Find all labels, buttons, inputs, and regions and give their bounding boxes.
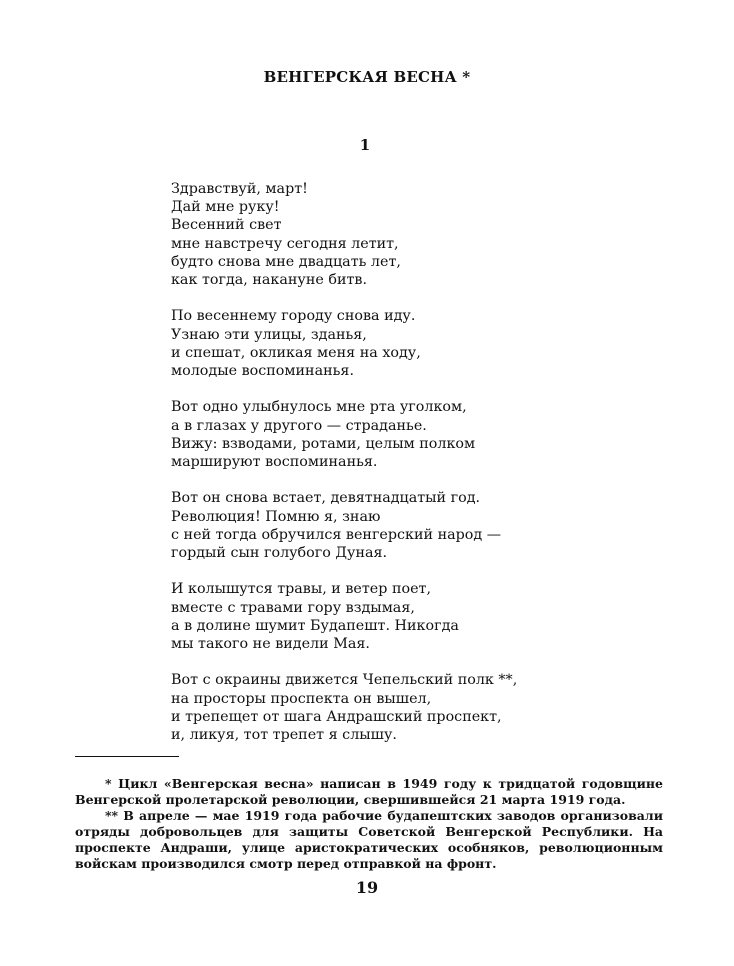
- poem-line: вместе с травами гору вздымая,: [171, 599, 415, 616]
- poem-line: Вот он снова встает, девятнадцатый год.: [171, 490, 481, 507]
- poem-line: молодые воспоминанья.: [171, 363, 354, 380]
- poem-line: маршируют воспоминанья.: [171, 454, 378, 471]
- poem-line: гордый сын голубого Дуная.: [171, 545, 388, 562]
- stanza: [171, 180, 601, 289]
- page-title: ВЕНГЕРСКАЯ ВЕСНА *: [263, 68, 471, 86]
- poem-line: на просторы проспекта он вышел,: [171, 690, 432, 707]
- poem-line: мы такого не видели Мая.: [171, 636, 370, 653]
- poem-line: и трепещет от шага Андрашский проспект,: [171, 708, 502, 725]
- poem-line: с ней тогда обручился венгерский народ —: [171, 526, 502, 543]
- footnote: * Цикл «Венгерская весна» написан в 1949 году к тридцатой годовщине Венгерской пролетарской революции, свершившейся 21 марта 1919 года.: [75, 776, 663, 807]
- page-number: 19: [355, 878, 379, 897]
- footnotes: [75, 776, 663, 872]
- stanza: [171, 671, 601, 744]
- footnote: ** В апреле — мае 1919 года рабочие будапештских заводов организовали отряды добровольцев для защиты Советской Венгерской Республики. На проспекте Андраши, улице аристократических особняков, революционным войскам производился смотр перед отправкой на фронт.: [75, 808, 663, 871]
- poem-line: а в долине шумит Будапешт. Никогда: [171, 617, 459, 634]
- stanza: [171, 398, 601, 471]
- poem-line: и спешат, окликая меня на ходу,: [171, 344, 421, 361]
- poem-line: Весенний свет: [171, 217, 282, 234]
- poem: [171, 180, 601, 762]
- poem-line: будто снова мне двадцать лет,: [171, 253, 401, 270]
- poem-line: Вижу: взводами, ротами, целым полком: [171, 435, 476, 452]
- section-number: 1: [359, 136, 371, 154]
- poem-line: Вот одно улыбнулось мне рта уголком,: [171, 399, 467, 416]
- poem-line: Здравствуй, март!: [171, 181, 308, 197]
- poem-line: и, ликуя, тот трепет я слышу.: [171, 727, 397, 744]
- footnote-divider: [75, 756, 179, 757]
- poem-line: мне навстречу сегодня летит,: [171, 235, 399, 252]
- poem-line: как тогда, накануне битв.: [171, 272, 367, 289]
- poem-line: По весеннему городу снова иду.: [171, 308, 416, 325]
- stanza: [171, 580, 601, 653]
- poem-line: Узнаю эти улицы, зданья,: [171, 326, 367, 343]
- stanza: [171, 307, 601, 380]
- poem-line: И колышутся травы, и ветер поет,: [171, 581, 432, 598]
- poem-line: а в глазах у другого — страданье.: [171, 417, 427, 434]
- poem-line: Вот с окраины движется Чепельский полк **,: [171, 672, 518, 689]
- stanza: [171, 489, 601, 562]
- poem-line: Дай мне руку!: [171, 199, 280, 216]
- poem-line: Революция! Помню я, знаю: [171, 508, 381, 525]
